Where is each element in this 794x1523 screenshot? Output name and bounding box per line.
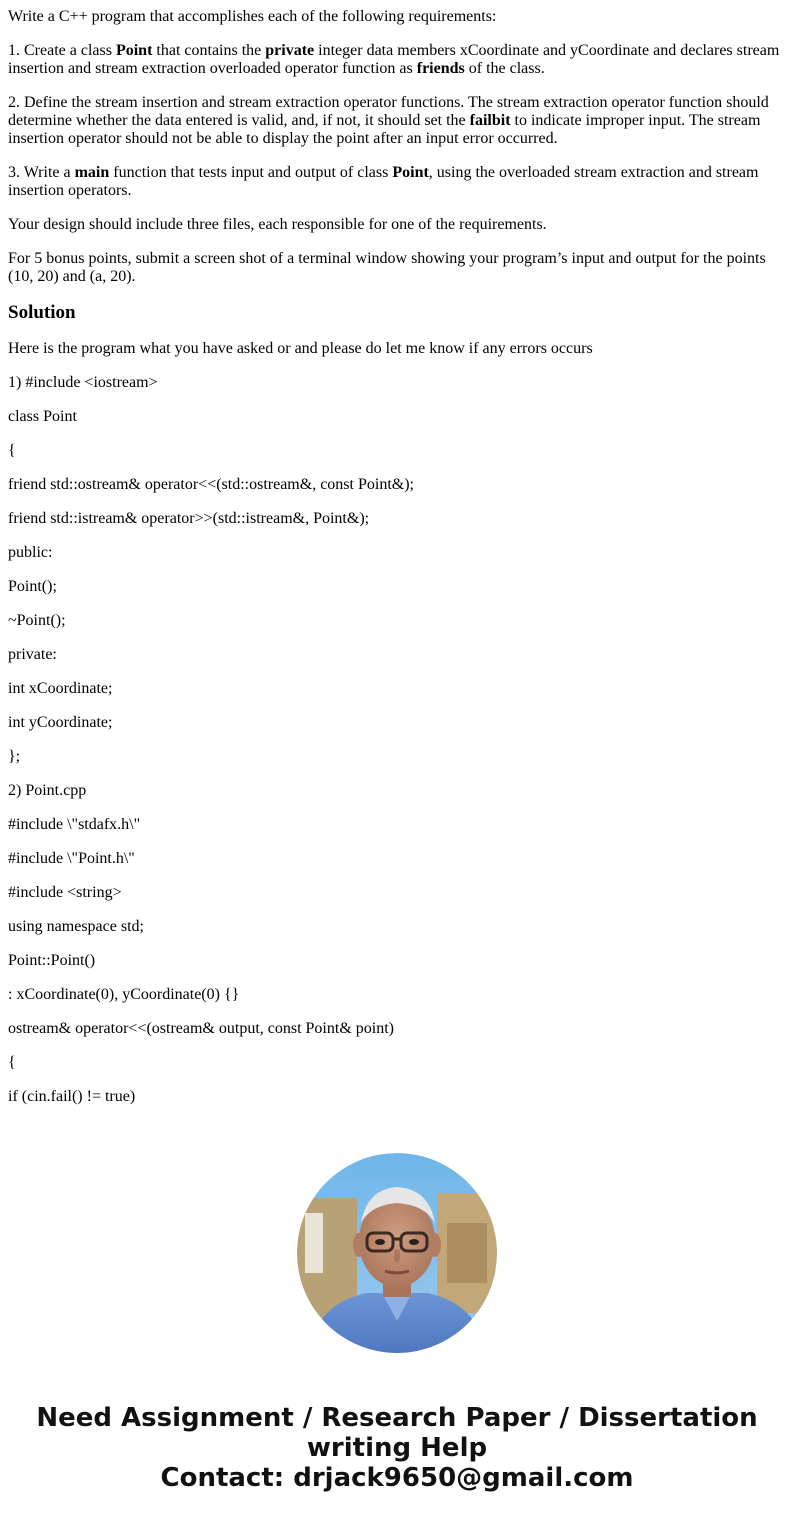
requirement-3: 3. Write a main function that tests input and output of class Point, using the overloaded stream extraction and stream insertion operators. <box>8 164 759 199</box>
solution-line: int yCoordinate; <box>8 714 113 731</box>
solution-line: friend std::istream& operator>>(std::istream&, Point&); <box>8 510 370 527</box>
requirement-2: 2. Define the stream insertion and stream extraction operator functions. The stream extraction operator function should determine whether the data entered is valid, and, if not, it should set the failbit to indicate improper input. The stream insertion operator should not be able to display the point after an input error occurred. <box>8 94 769 147</box>
solution-line: ostream& operator<<(ostream& output, const Point& point) <box>8 1020 394 1037</box>
solution-line: private: <box>8 646 57 663</box>
solution-line: #include <string> <box>8 884 122 901</box>
solution-line: class Point <box>8 408 77 425</box>
solution-line: 2) Point.cpp <box>8 782 87 799</box>
solution-line: Point(); <box>8 578 57 595</box>
question-intro: Write a C++ program that accomplishes each of the following requirements: <box>8 8 497 25</box>
solution-line: Point::Point() <box>8 952 96 969</box>
footer-banner <box>0 1403 794 1493</box>
solution-line: public: <box>8 544 53 561</box>
solution-line: #include \"stdafx.h\" <box>8 816 141 833</box>
footer-contact: Contact: drjack9650@gmail.com <box>160 1463 634 1493</box>
footer-line-1: Need Assignment / Research Paper / Dissertation <box>36 1403 758 1433</box>
requirement-1: 1. Create a class Point that contains the private integer data members xCoordinate and yCoordinate and declares stream insertion and stream extraction overloaded operator function as friends of the class. <box>8 42 780 77</box>
solution-line: { <box>8 442 16 459</box>
solution-line: ~Point(); <box>8 612 66 629</box>
bonus-note: For 5 bonus points, submit a screen shot of a terminal window showing your program’s input and output for the points (10, 20) and (a, 20). <box>8 250 766 285</box>
solution-line: 1) #include <iostream> <box>8 374 158 391</box>
solution-line: int xCoordinate; <box>8 680 113 697</box>
solution-lines <box>8 340 786 1106</box>
solution-line: { <box>8 1054 16 1071</box>
solution-line: : xCoordinate(0), yCoordinate(0) {} <box>8 986 240 1003</box>
solution-line: using namespace std; <box>8 918 144 935</box>
solution-line: }; <box>8 748 21 765</box>
author-photo <box>297 1153 497 1353</box>
document-body <box>8 8 786 1122</box>
solution-line: if (cin.fail() != true) <box>8 1088 136 1105</box>
design-note: Your design should include three files, each responsible for one of the requirements. <box>8 216 547 233</box>
solution-heading: Solution <box>8 302 76 323</box>
author-avatar <box>297 1153 497 1353</box>
solution-line: friend std::ostream& operator<<(std::ostream&, const Point&); <box>8 476 414 493</box>
solution-line: #include \"Point.h\" <box>8 850 135 867</box>
footer-line-2: writing Help <box>306 1433 488 1463</box>
solution-line: Here is the program what you have asked or and please do let me know if any errors occurs <box>8 340 593 357</box>
